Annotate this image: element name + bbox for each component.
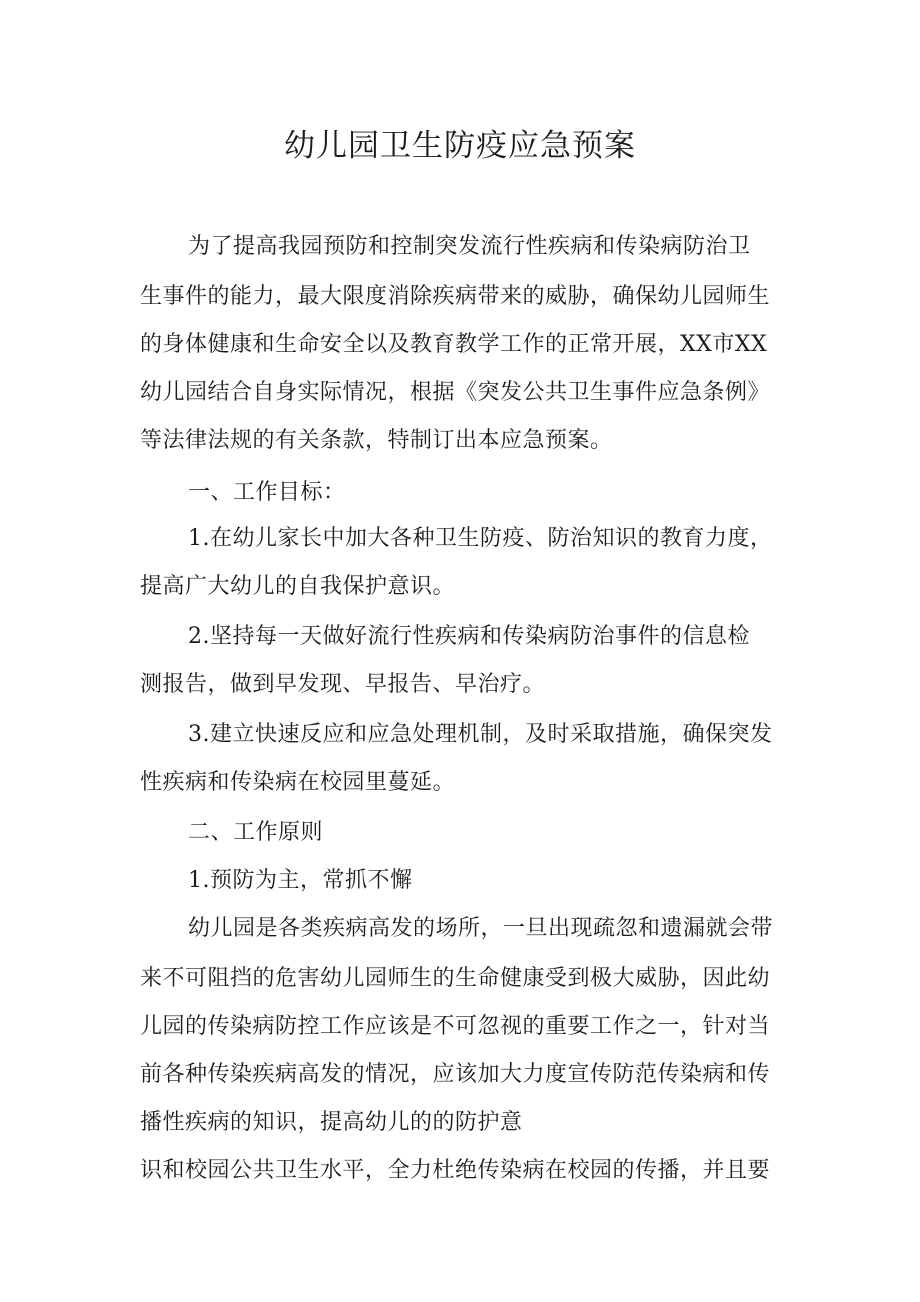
body-line: 幼儿园结合自身实际情况，根据《突发公共卫生事件应急条例》 <box>140 380 771 405</box>
body-line: 测报告，做到早发现、早报告、早治疗。 <box>140 672 546 697</box>
section-heading: 一、工作目标： <box>188 480 346 505</box>
body-line: 的身体健康和生命安全以及教育教学工作的正常开展，XX市XX <box>140 332 768 357</box>
body-line: 2.坚持每一天做好流行性疾病和传染病防治事件的信息检 <box>188 624 750 649</box>
body-line: 生事件的能力，最大限度消除疾病带来的威胁，确保幼儿园师生 <box>140 284 771 309</box>
body-line: 3.建立快速反应和应急处理机制，及时采取措施，确保突发 <box>188 722 773 747</box>
body-line: 性疾病和传染病在校园里蔓延。 <box>140 770 456 795</box>
body-line: 为了提高我园预防和控制突发流行性疾病和传染病防治卫 <box>188 234 751 259</box>
body-line: 来不可阻挡的危害幼儿园师生的生命健康受到极大威胁，因此幼 <box>140 966 771 991</box>
body-line: 播性疾病的知识，提高幼儿的的防护意 <box>140 1110 523 1135</box>
body-line: 前各种传染疾病高发的情况，应该加大力度宣传防范传染病和传 <box>140 1062 771 1087</box>
subsection-heading: 1.预防为主，常抓不懈 <box>188 868 413 893</box>
body-line: 等法律法规的有关条款，特制订出本应急预案。 <box>140 428 613 453</box>
document-title: 幼儿园卫生防疫应急预案 <box>284 128 636 164</box>
body-line: 1.在幼儿家长中加大各种卫生防疫、防治知识的教育力度， <box>188 526 773 551</box>
section-heading: 二、工作原则 <box>188 820 324 845</box>
body-line: 识和校园公共卫生水平，全力杜绝传染病在校园的传播，并且要 <box>140 1158 771 1183</box>
body-line: 幼儿园是各类疾病高发的场所，一旦出现疏忽和遗漏就会带 <box>188 916 774 941</box>
body-line: 提高广大幼儿的自我保护意识。 <box>140 574 456 599</box>
body-line: 儿园的传染病防控工作应该是不可忽视的重要工作之一，针对当 <box>140 1014 771 1039</box>
